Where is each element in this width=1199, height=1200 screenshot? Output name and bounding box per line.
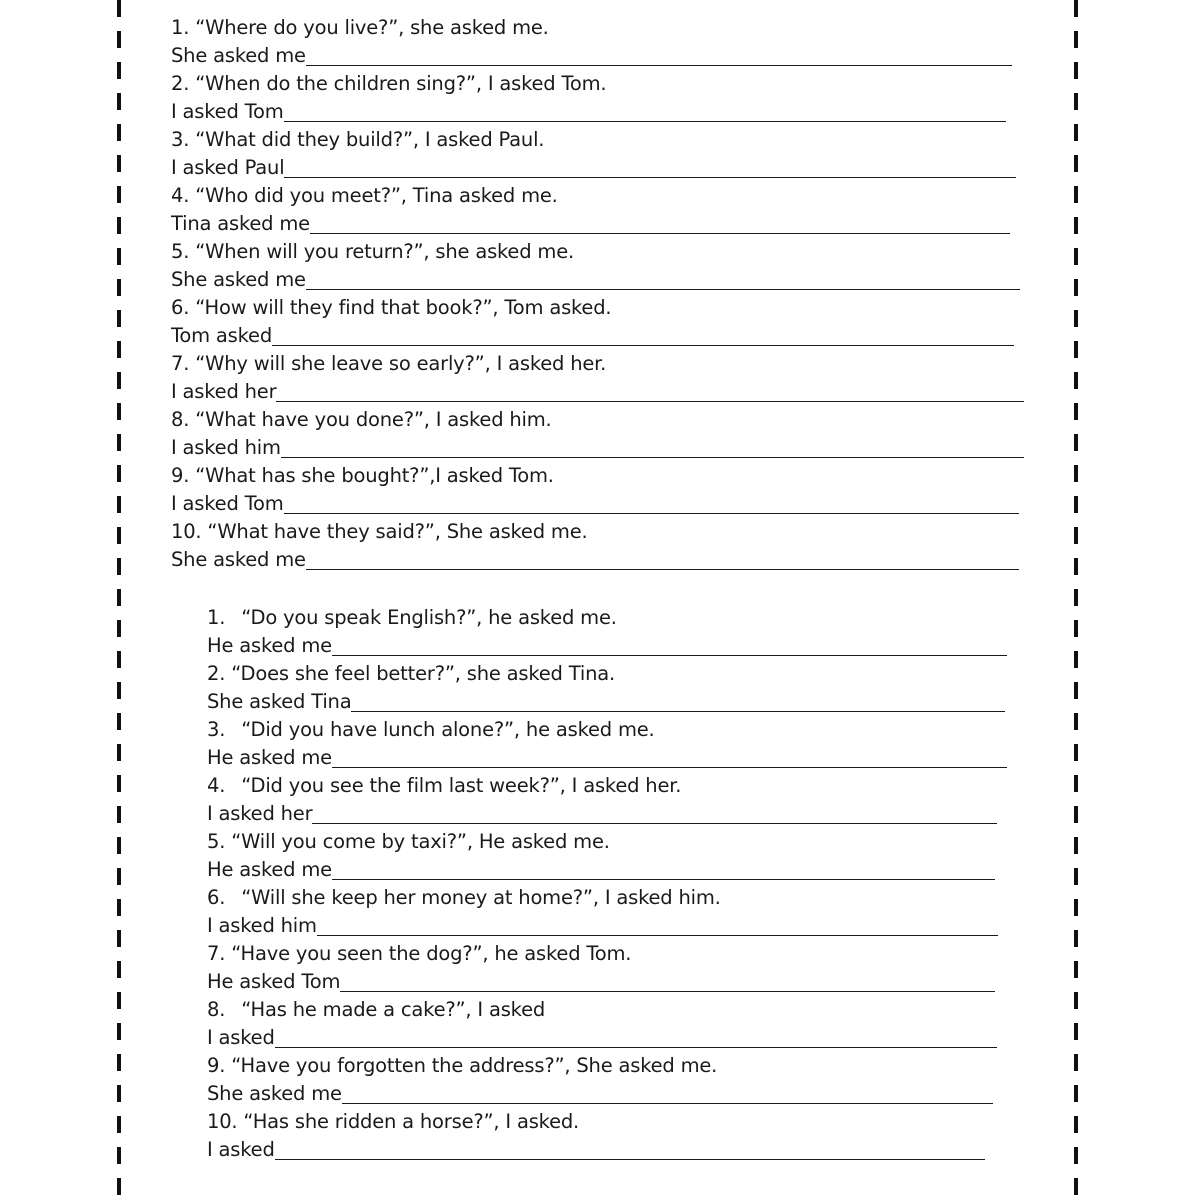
exercise-item xyxy=(207,716,1012,772)
answer-prefix: He asked me xyxy=(207,634,332,657)
answer-prefix: I asked her xyxy=(171,380,277,403)
answer-line xyxy=(171,378,1024,406)
question-number: 10. xyxy=(171,520,202,543)
answer-prefix: I asked Tom xyxy=(171,492,284,515)
answer-blank[interactable] xyxy=(275,1023,997,1048)
question-line xyxy=(207,660,1012,688)
question-number: 7. xyxy=(207,942,226,965)
exercise-item xyxy=(171,182,1026,238)
answer-blank[interactable] xyxy=(332,855,995,880)
exercise-item xyxy=(207,604,1012,660)
question-line xyxy=(171,238,1026,266)
question-text: “When do the children sing?”, I asked Tom. xyxy=(195,72,607,95)
question-line xyxy=(171,350,1026,378)
exercise-section-2 xyxy=(207,604,1012,1164)
question-text: “Where do you live?”, she asked me. xyxy=(195,16,549,39)
exercise-item xyxy=(207,996,1012,1052)
answer-blank[interactable] xyxy=(276,377,1024,402)
question-number: 6. xyxy=(171,296,190,319)
answer-prefix: She asked Tina xyxy=(207,690,352,713)
question-text: “Have you seen the dog?”, he asked Tom. xyxy=(231,942,632,965)
answer-line xyxy=(207,1136,985,1164)
question-text: “What have they said?”, She asked me. xyxy=(207,520,588,543)
answer-blank[interactable] xyxy=(332,743,1007,768)
question-line xyxy=(171,406,1026,434)
answer-blank[interactable] xyxy=(306,265,1020,290)
question-number: 2. xyxy=(207,662,226,685)
question-number: 3. xyxy=(207,718,226,741)
answer-blank[interactable] xyxy=(284,153,1016,178)
question-line xyxy=(207,884,1012,912)
question-number: 2. xyxy=(171,72,190,95)
question-text: “When will you return?”, she asked me. xyxy=(195,240,575,263)
answer-line xyxy=(207,688,1005,716)
answer-prefix: Tom asked xyxy=(171,324,273,347)
answer-line xyxy=(171,546,1019,574)
answer-prefix: I asked xyxy=(207,1026,275,1049)
question-text: “Who did you meet?”, Tina asked me. xyxy=(195,184,558,207)
answer-prefix: She asked me xyxy=(207,1082,342,1105)
question-line xyxy=(171,182,1026,210)
answer-prefix: I asked Tom xyxy=(171,100,284,123)
answer-line xyxy=(171,154,1016,182)
answer-line xyxy=(171,434,1024,462)
question-line xyxy=(207,604,1012,632)
question-line xyxy=(171,70,1026,98)
answer-blank[interactable] xyxy=(310,209,1010,234)
question-text: “What did they build?”, I asked Paul. xyxy=(195,128,545,151)
answer-line xyxy=(207,1080,993,1108)
question-text: “Do you speak English?”, he asked me. xyxy=(241,606,617,629)
answer-prefix: She asked me xyxy=(171,44,306,67)
answer-line xyxy=(207,968,995,996)
exercise-item xyxy=(171,238,1026,294)
question-text: “What have you done?”, I asked him. xyxy=(195,408,552,431)
answer-line xyxy=(171,266,1020,294)
answer-blank[interactable] xyxy=(281,433,1024,458)
answer-line xyxy=(207,856,995,884)
question-line xyxy=(171,294,1026,322)
answer-blank[interactable] xyxy=(340,967,995,992)
question-line xyxy=(207,716,1012,744)
question-line xyxy=(171,14,1026,42)
answer-blank[interactable] xyxy=(342,1079,993,1104)
exercise-section-1 xyxy=(171,14,1026,574)
exercise-item xyxy=(171,294,1026,350)
answer-blank[interactable] xyxy=(312,799,997,824)
answer-line xyxy=(207,800,997,828)
answer-prefix: Tina asked me xyxy=(171,212,310,235)
answer-prefix: I asked him xyxy=(171,436,281,459)
question-line xyxy=(207,996,1012,1024)
exercise-item xyxy=(207,1108,1012,1164)
answer-blank[interactable] xyxy=(284,97,1006,122)
question-text: “Has she ridden a horse?”, I asked. xyxy=(243,1110,580,1133)
question-number: 7. xyxy=(171,352,190,375)
question-number: 10. xyxy=(207,1110,238,1133)
exercise-item xyxy=(171,350,1026,406)
right-dashed-border xyxy=(1074,0,1078,1200)
answer-prefix: I asked him xyxy=(207,914,317,937)
question-number: 4. xyxy=(207,774,226,797)
answer-prefix: I asked Paul xyxy=(171,156,285,179)
question-number: 8. xyxy=(171,408,190,431)
question-line xyxy=(171,462,1026,490)
question-line xyxy=(171,518,1026,546)
answer-prefix: He asked me xyxy=(207,858,332,881)
exercise-item xyxy=(171,518,1026,574)
answer-blank[interactable] xyxy=(351,687,1005,712)
question-number: 1. xyxy=(207,606,226,629)
answer-blank[interactable] xyxy=(306,545,1019,570)
exercise-item xyxy=(171,14,1026,70)
answer-line xyxy=(207,912,998,940)
answer-prefix: I asked xyxy=(207,1138,275,1161)
question-number: 4. xyxy=(171,184,190,207)
answer-blank[interactable] xyxy=(284,489,1019,514)
exercise-item xyxy=(171,126,1026,182)
answer-line xyxy=(171,98,1006,126)
question-text: “Did you see the film last week?”, I asked her. xyxy=(241,774,682,797)
answer-blank[interactable] xyxy=(272,321,1014,346)
exercise-item xyxy=(207,772,1012,828)
question-number: 5. xyxy=(207,830,226,853)
question-line xyxy=(171,126,1026,154)
answer-line xyxy=(171,490,1019,518)
answer-prefix: She asked me xyxy=(171,268,306,291)
answer-blank[interactable] xyxy=(306,41,1012,66)
exercise-item xyxy=(207,1052,1012,1108)
question-text: “Why will she leave so early?”, I asked her. xyxy=(195,352,607,375)
exercise-item xyxy=(207,828,1012,884)
answer-prefix: He asked me xyxy=(207,746,332,769)
exercise-item xyxy=(207,884,1012,940)
answer-line xyxy=(171,42,1012,70)
question-text: “Will she keep her money at home?”, I asked him. xyxy=(241,886,721,909)
left-dashed-border xyxy=(117,0,121,1200)
answer-blank[interactable] xyxy=(317,911,998,936)
answer-line xyxy=(171,210,1010,238)
question-text: “Have you forgotten the address?”, She asked me. xyxy=(231,1054,718,1077)
question-text: “Will you come by taxi?”, He asked me. xyxy=(231,830,610,853)
answer-line xyxy=(171,322,1014,350)
answer-line xyxy=(207,632,1007,660)
question-number: 8. xyxy=(207,998,226,1021)
answer-prefix: He asked Tom xyxy=(207,970,341,993)
question-line xyxy=(207,1052,1012,1080)
question-text: “How will they find that book?”, Tom asked. xyxy=(195,296,612,319)
question-line xyxy=(207,1108,1012,1136)
question-line xyxy=(207,940,1012,968)
exercise-item xyxy=(207,660,1012,716)
question-number: 1. xyxy=(171,16,190,39)
question-number: 9. xyxy=(171,464,190,487)
question-number: 3. xyxy=(171,128,190,151)
answer-prefix: I asked her xyxy=(207,802,313,825)
exercise-item xyxy=(207,940,1012,996)
question-line xyxy=(207,828,1012,856)
question-text: “Did you have lunch alone?”, he asked me. xyxy=(241,718,655,741)
answer-line xyxy=(207,744,1007,772)
answer-blank[interactable] xyxy=(275,1135,985,1160)
question-text: “Does she feel better?”, she asked Tina. xyxy=(231,662,615,685)
answer-blank[interactable] xyxy=(332,631,1007,656)
question-number: 9. xyxy=(207,1054,226,1077)
answer-prefix: She asked me xyxy=(171,548,306,571)
question-number: 6. xyxy=(207,886,226,909)
question-line xyxy=(207,772,1012,800)
answer-line xyxy=(207,1024,997,1052)
question-text: “Has he made a cake?”, I asked xyxy=(241,998,546,1021)
exercise-item xyxy=(171,462,1026,518)
question-text: “What has she bought?”,I asked Tom. xyxy=(195,464,554,487)
question-number: 5. xyxy=(171,240,190,263)
exercise-item xyxy=(171,406,1026,462)
exercise-item xyxy=(171,70,1026,126)
